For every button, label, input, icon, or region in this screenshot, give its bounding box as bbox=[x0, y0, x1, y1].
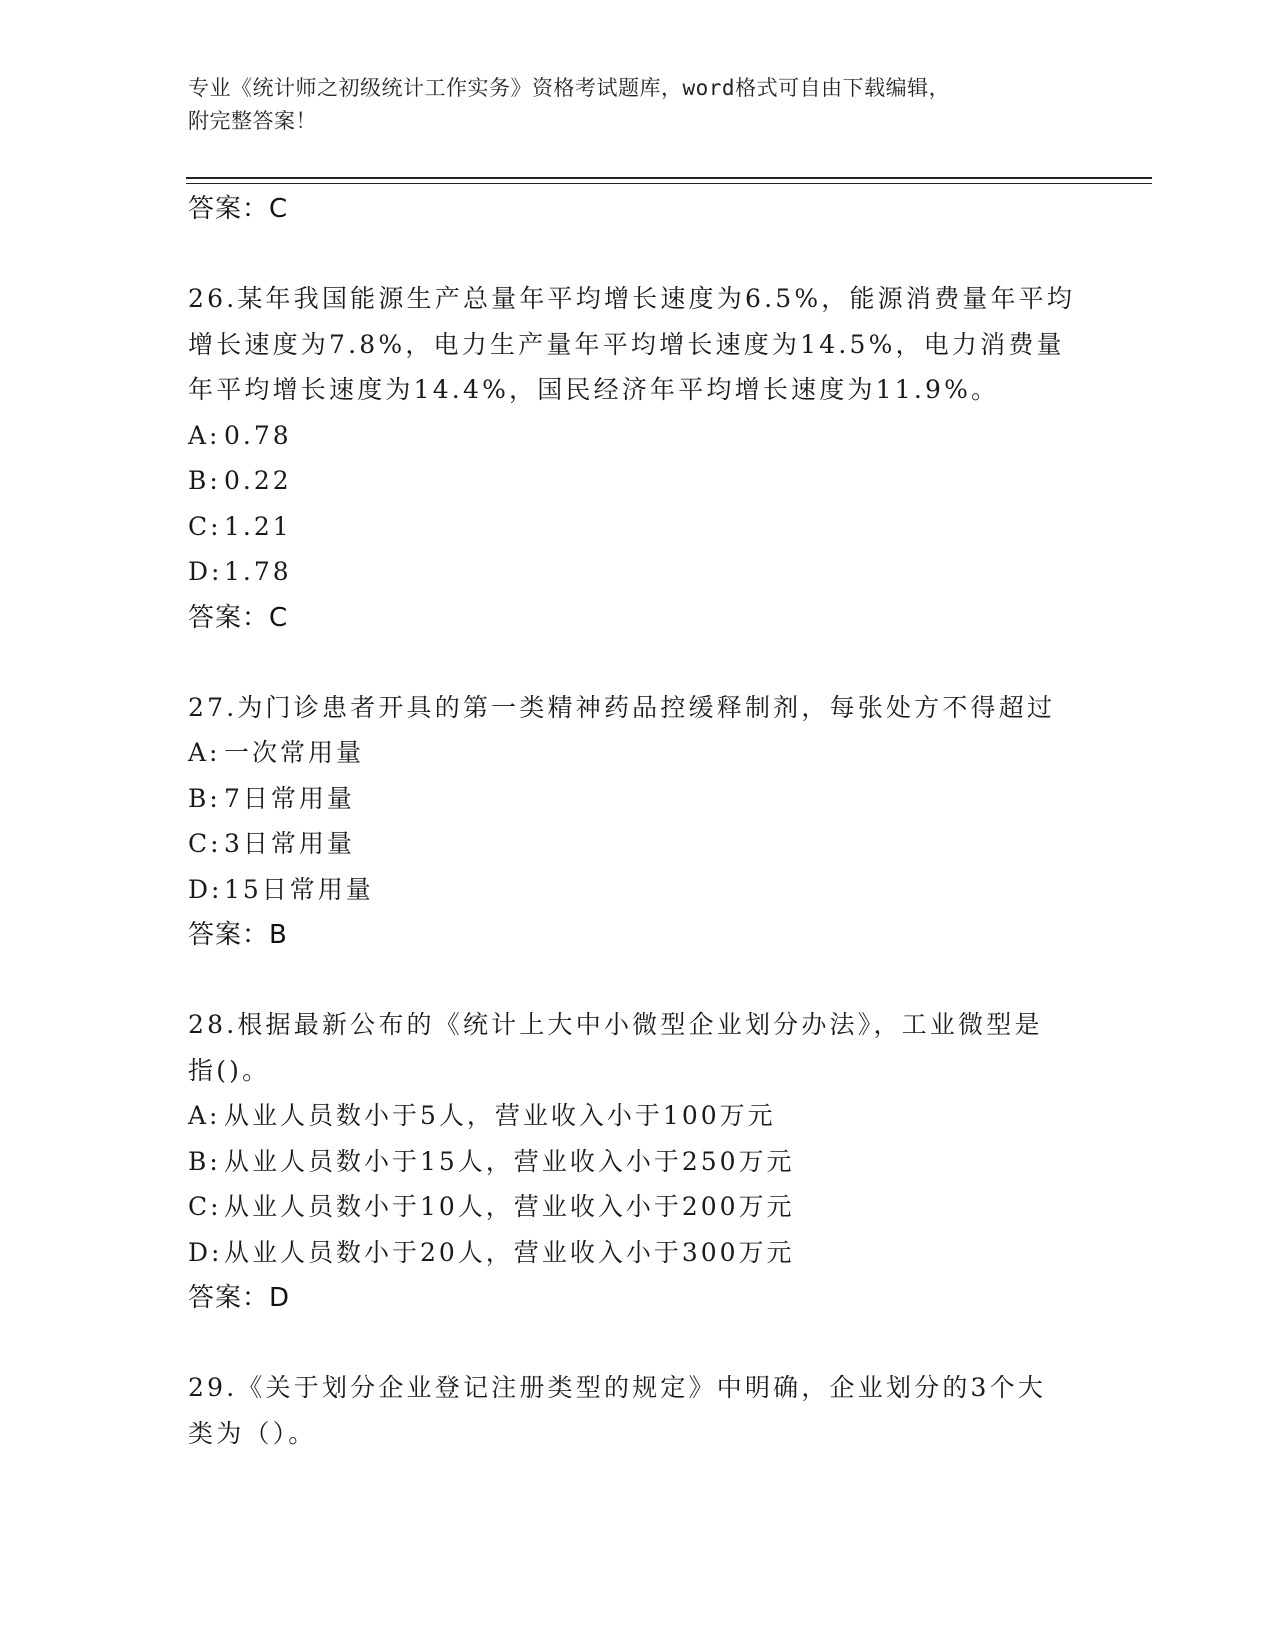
option-letter: A: bbox=[188, 1101, 221, 1130]
question-29 bbox=[188, 1365, 1088, 1456]
option-text: 从业人员数小于10人，营业收入小于200万元 bbox=[224, 1192, 795, 1221]
option-b bbox=[188, 1139, 1088, 1185]
question-line: 29.《关于划分企业登记注册类型的规定》中明确，企业划分的3个大 bbox=[188, 1373, 1047, 1402]
option-d bbox=[188, 1230, 1088, 1276]
option-text: 一次常用量 bbox=[224, 738, 365, 767]
question-line: 27.为门诊患者开具的第一类精神药品控缓释制剂，每张处方不得超过 bbox=[188, 692, 1056, 722]
option-text: 从业人员数小于15人，营业收入小于250万元 bbox=[224, 1146, 795, 1176]
answer-line: 答案：B bbox=[188, 920, 288, 950]
option-text: 1.21 bbox=[224, 511, 292, 541]
header-line-2: 附完整答案！ bbox=[188, 109, 317, 133]
option-text: 0.78 bbox=[224, 420, 292, 450]
question-text bbox=[188, 685, 1078, 731]
option-text: 0.22 bbox=[224, 466, 292, 495]
question-line: 26.某年我国能源生产总量年平均增长速度为6.5%，能源消费量年平均 bbox=[188, 284, 1076, 313]
question-line: 年平均增长速度为14.4%，国民经济年平均增长速度为11.9%。 bbox=[188, 375, 1000, 404]
option-letter: C: bbox=[188, 829, 222, 858]
question-list bbox=[188, 186, 1088, 1456]
question-text bbox=[188, 276, 1078, 413]
option-d bbox=[188, 549, 1088, 595]
option-c bbox=[188, 504, 1088, 550]
question-line: 增长速度为7.8%，电力生产量年平均增长速度为14.5%，电力消费量 bbox=[188, 329, 1065, 359]
question-line: 类为（）。 bbox=[188, 1418, 317, 1448]
option-text: 3日常用量 bbox=[224, 829, 355, 858]
header-divider-thick bbox=[186, 177, 1152, 179]
spacer bbox=[188, 232, 1088, 276]
option-letter: B: bbox=[188, 783, 221, 813]
option-letter: D: bbox=[188, 874, 223, 904]
question-27 bbox=[188, 685, 1088, 959]
option-letter: C: bbox=[188, 1192, 222, 1221]
question-line: 指()。 bbox=[188, 1055, 271, 1085]
option-c bbox=[188, 821, 1088, 867]
spacer bbox=[188, 641, 1088, 685]
answer-line: 答案：C bbox=[188, 602, 289, 633]
option-letter: C: bbox=[188, 511, 222, 541]
option-letter: D: bbox=[188, 557, 223, 586]
option-letter: A: bbox=[188, 738, 221, 767]
option-text: 从业人员数小于20人，营业收入小于300万元 bbox=[224, 1237, 795, 1267]
spacer bbox=[188, 1321, 1088, 1365]
option-text: 7日常用量 bbox=[224, 783, 355, 813]
option-text: 15日常用量 bbox=[224, 874, 374, 904]
option-letter: A: bbox=[188, 420, 221, 450]
option-text: 1.78 bbox=[224, 557, 292, 586]
question-text bbox=[188, 1002, 1078, 1093]
option-letter: B: bbox=[188, 1146, 221, 1176]
question-28 bbox=[188, 1002, 1088, 1321]
option-a bbox=[188, 413, 1088, 459]
option-a bbox=[188, 730, 1088, 776]
question-line: 28.根据最新公布的《统计上大中小微型企业划分办法》，工业微型是 bbox=[188, 1010, 1043, 1039]
option-letter: D: bbox=[188, 1237, 223, 1267]
page-header bbox=[188, 72, 1068, 138]
option-a bbox=[188, 1093, 1088, 1139]
question-26 bbox=[188, 276, 1088, 641]
option-b bbox=[188, 776, 1088, 822]
option-text: 从业人员数小于5人，营业收入小于100万元 bbox=[224, 1101, 776, 1130]
header-line-1: 专业《统计师之初级统计工作实务》资格考试题库，word格式可自由下载编辑， bbox=[188, 76, 951, 100]
option-letter: B: bbox=[188, 466, 221, 495]
previous-answer: 答案：C bbox=[188, 194, 289, 224]
option-d bbox=[188, 867, 1088, 913]
option-b bbox=[188, 458, 1088, 504]
question-text bbox=[188, 1365, 1078, 1456]
header-divider-thin bbox=[186, 183, 1152, 184]
spacer bbox=[188, 958, 1088, 1002]
answer-line: 答案：D bbox=[188, 1283, 291, 1313]
option-c bbox=[188, 1184, 1088, 1230]
